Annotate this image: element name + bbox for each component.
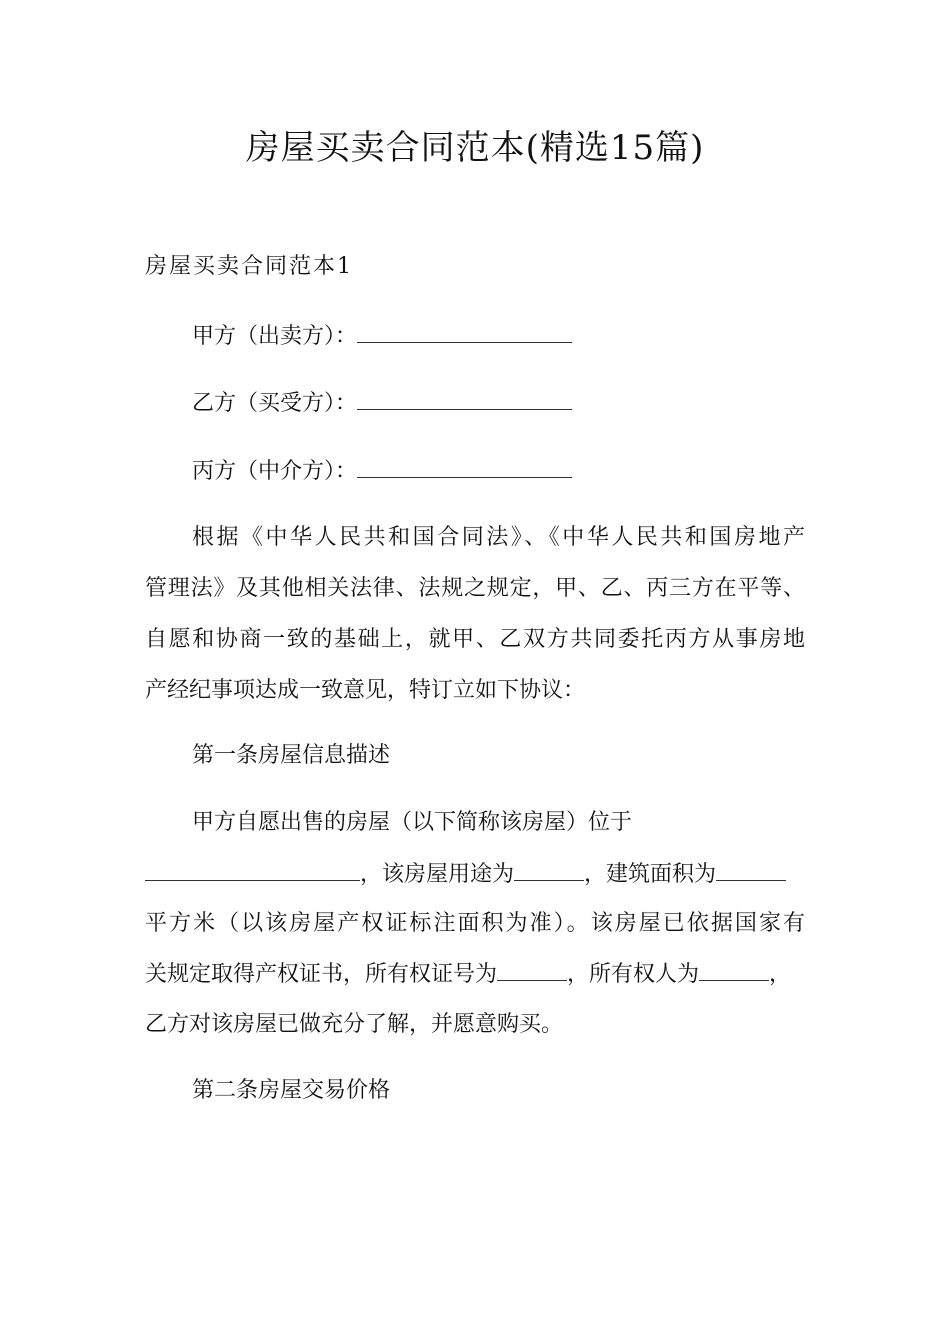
article-2-heading: 第二条房屋交易价格 <box>192 1078 391 1103</box>
owner-comma: ， <box>769 962 792 987</box>
party-a-line <box>192 320 572 353</box>
certificate-blank <box>497 958 567 981</box>
party-b-blank <box>357 387 572 410</box>
party-a-blank <box>357 320 572 343</box>
area-blank <box>716 858 786 881</box>
area-label: ，建筑面积为 <box>584 862 717 887</box>
party-c-line <box>192 455 572 488</box>
party-c-blank <box>357 455 572 478</box>
location-blank <box>145 858 360 881</box>
article-1-line-4 <box>145 958 791 991</box>
usage-label: ，该房屋用途为 <box>360 862 515 887</box>
article-1-heading: 第一条房屋信息描述 <box>192 743 391 768</box>
party-a-label: 甲方（出卖方）： <box>192 324 358 349</box>
preamble-line-3: 自愿和协商一致的基础上，就甲、乙双方共同委托丙方从事房地 <box>145 627 805 652</box>
article-1-line-1: 甲方自愿出售的房屋（以下简称该房屋）位于 <box>192 810 633 835</box>
party-b-line <box>192 387 572 420</box>
party-b-label: 乙方（买受方）： <box>192 391 358 416</box>
party-c-label: 丙方（中介方）： <box>192 459 358 484</box>
preamble-line-2: 管理法》及其他相关法律、法规之规定，甲、乙、丙三方在平等、 <box>145 576 805 601</box>
preamble-line-1: 根据《中华人民共和国合同法》、《中华人民共和国房地产 <box>192 525 805 550</box>
article-1-line-5: 乙方对该房屋已做充分了解，并愿意购买。 <box>145 1012 564 1037</box>
owner-blank <box>699 958 769 981</box>
usage-blank <box>514 858 584 881</box>
article-1-line-3: 平方米（以该房屋产权证标注面积为准）。该房屋已依据国家有 <box>145 911 805 936</box>
document-title: 房屋买卖合同范本(精选15篇) <box>245 128 705 168</box>
section-heading: 房屋买卖合同范本1 <box>145 254 353 279</box>
article-1-line-2 <box>145 858 786 891</box>
certificate-label: 关规定取得产权证书，所有权证号为 <box>145 962 498 987</box>
owner-label: ，所有权人为 <box>567 962 700 987</box>
preamble-line-4: 产经纪事项达成一致意见，特订立如下协议： <box>145 678 586 703</box>
